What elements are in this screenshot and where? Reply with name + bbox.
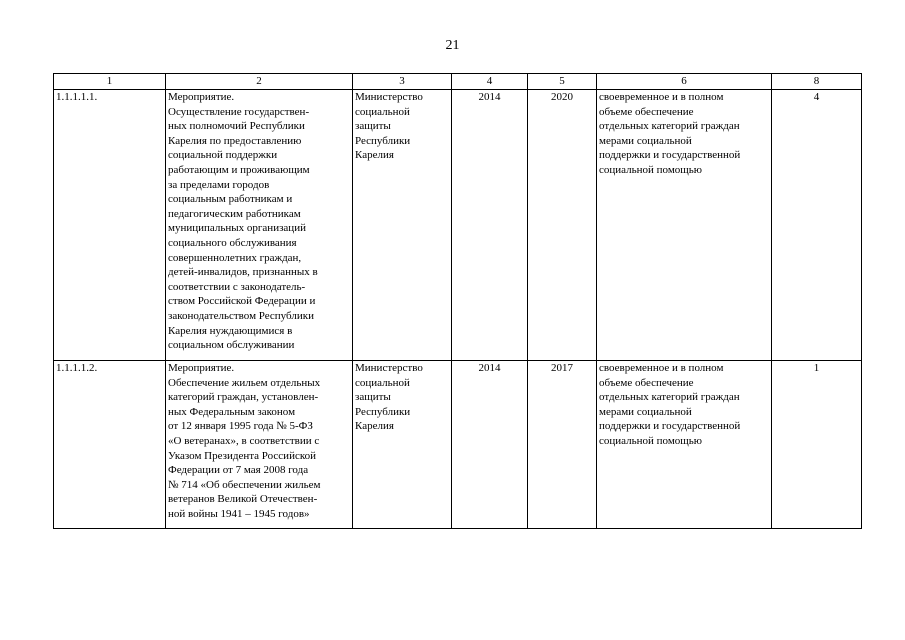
cell-text-line: социальной (355, 105, 410, 118)
column-header: 3 (353, 74, 452, 90)
indicator-number: 1 (772, 361, 862, 529)
cell-text-line: отдельных категорий граждан (599, 120, 740, 133)
cell-text-line: социальной (355, 376, 410, 389)
cell-text-line: отдельных категорий граждан (599, 391, 740, 404)
cell-text-line: от 12 января 1995 года № 5-ФЗ (168, 420, 313, 433)
indicator-number: 4 (772, 90, 862, 361)
cell-text-line: законодательством Республики (168, 309, 314, 322)
cell-text-line: Осуществление государствен- (168, 105, 310, 118)
cell-text-line: категорий граждан, установлен- (168, 391, 319, 404)
start-year: 2014 (452, 361, 528, 529)
column-header: 4 (452, 74, 528, 90)
cell-text-line: Республики (355, 405, 411, 418)
column-header: 8 (772, 74, 862, 90)
column-header: 6 (597, 74, 772, 90)
cell-text-line: ветеранов Великой Отечествен- (168, 493, 318, 506)
cell-text-line: ных полномочий Республики (168, 120, 305, 133)
activities-table (53, 73, 862, 529)
cell-text-line: Министерство (355, 362, 423, 374)
cell-text-line: Карелия по предоставлению (168, 134, 302, 147)
cell-text-line: Карелия (355, 420, 394, 433)
page-number: 21 (445, 38, 460, 53)
cell-text-line: Указом Президента Российской (168, 449, 317, 462)
cell-text-line: защиты (355, 391, 391, 404)
row-code: 1.1.1.1.1. (54, 90, 166, 361)
cell-text-line: своевременное и в полном (599, 362, 724, 374)
cell-text-line: Карелия нуждающимися в (168, 324, 293, 337)
cell-text-line: социальной помощью (599, 163, 703, 176)
executor (353, 361, 452, 529)
cell-text-line: поддержки и государственной (599, 149, 741, 162)
column-header: 2 (166, 74, 353, 90)
cell-text-line: поддержки и государственной (599, 420, 741, 433)
table-row (54, 90, 862, 361)
cell-text-line: социальной поддержки (168, 149, 278, 162)
cell-text-line: защиты (355, 120, 391, 133)
end-year: 2020 (528, 90, 597, 361)
cell-text-line: ством Российской Федерации и (168, 295, 316, 308)
event-description (166, 90, 353, 361)
header-row (54, 74, 862, 90)
cell-text-line: объеме обеспечение (599, 105, 694, 118)
cell-text-line: Обеспечение жильем отдельных (168, 376, 321, 389)
cell-text-line: Мероприятие. (168, 91, 235, 103)
expected-result (597, 90, 772, 361)
cell-text-line: педагогическим работникам (168, 207, 301, 220)
cell-text-line: муниципальных организаций (168, 222, 306, 235)
start-year: 2014 (452, 90, 528, 361)
cell-text-line: Карелия (355, 149, 394, 162)
cell-text-line: детей-инвалидов, признанных в (168, 266, 318, 279)
cell-text-line: совершеннолетних граждан, (168, 251, 302, 264)
cell-text-line: Республики (355, 134, 411, 147)
cell-text-line: Федерации от 7 мая 2008 года (168, 464, 309, 477)
cell-text-line: социального обслуживания (168, 236, 297, 249)
cell-text-line: ных Федеральным законом (168, 405, 296, 418)
executor (353, 90, 452, 361)
cell-text-line: мерами социальной (599, 134, 692, 147)
column-header: 1 (54, 74, 166, 90)
column-header: 5 (528, 74, 597, 90)
cell-text-line: за пределами городов (168, 178, 270, 191)
table-row (54, 361, 862, 529)
cell-text-line: социальным работникам и (168, 193, 293, 206)
cell-text-line: ной войны 1941 – 1945 годов» (168, 507, 310, 520)
expected-result (597, 361, 772, 529)
cell-text-line: мерами социальной (599, 405, 692, 418)
cell-text-line: работающим и проживающим (168, 163, 310, 176)
cell-text-line: социальном обслуживании (168, 339, 295, 352)
cell-text-line: объеме обеспечение (599, 376, 694, 389)
event-description (166, 361, 353, 529)
end-year: 2017 (528, 361, 597, 529)
row-code: 1.1.1.1.2. (54, 361, 166, 529)
cell-text-line: социальной помощью (599, 434, 703, 447)
cell-text-line: «О ветеранах», в соответствии с (168, 434, 320, 447)
cell-text-line: Мероприятие. (168, 362, 235, 374)
cell-text-line: своевременное и в полном (599, 91, 724, 103)
cell-text-line: № 714 «Об обеспечении жильем (168, 478, 321, 491)
cell-text-line: соответствии с законодатель- (168, 280, 306, 293)
cell-text-line: Министерство (355, 91, 423, 103)
